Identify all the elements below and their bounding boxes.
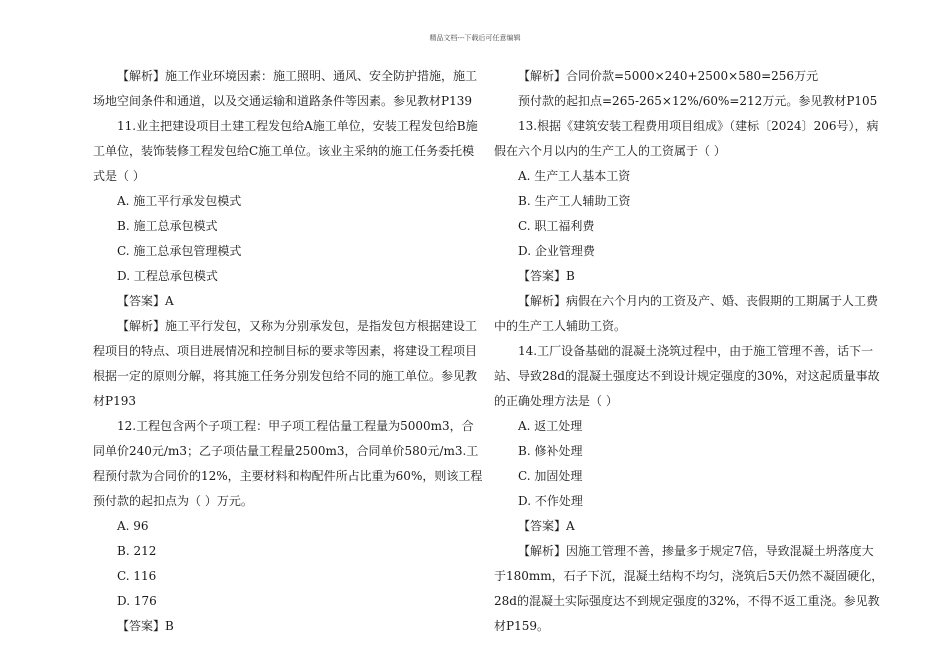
paragraph: D. 176 xyxy=(117,594,157,608)
paragraph: 13.根据《建筑安装工程费用项目组成》（建标〔2024〕206号），病假在六个月以内的生产工人的工资属于（ ） xyxy=(494,119,879,158)
paragraph: 11.业主把建设项目土建工程发包给A施工单位，安装工程发包给B施工单位，装饰装修工程发包给C施工单位。该业主采纳的施工任务委托模式是（ ） xyxy=(93,119,478,183)
paragraph: 【答案】A xyxy=(518,519,575,533)
paragraph: 预付款的起扣点=265-265×12%/60%=212万元。参见教材P105 xyxy=(518,94,878,108)
page-header: 精品文档---下载后可任意编辑 xyxy=(429,34,521,42)
paragraph: 12.工程包含两个子项工程：甲子项工程估量工程量为5000m3，合同单价240元/m3；乙子项估量工程量2500m3，合同单价580元/m3.工程预付款为合同价的12%，主要材料和构配件所占比重为60%，则该工程预付款的起扣点为（ ）万元。 xyxy=(93,419,483,508)
paragraph: 14.工厂设备基础的混凝土浇筑过程中，由于施工管理不善，话下一站、导致28d的混凝土强度达不到设计规定强度的30%，对这起质量事故的正确处理方法是（ ） xyxy=(494,344,880,408)
paragraph: 【答案】A xyxy=(117,294,174,308)
paragraph: C. 加固处理 xyxy=(518,469,583,483)
paragraph: C. 施工总承包管理模式 xyxy=(117,244,242,258)
paragraph: 【答案】B xyxy=(117,619,174,633)
paragraph: 【解析】合同价款=5000×240+2500×580=256万元 xyxy=(518,69,819,83)
paragraph: C. 116 xyxy=(117,569,157,583)
right-column xyxy=(494,64,884,639)
paragraph: D. 企业管理费 xyxy=(518,244,595,258)
paragraph: 【答案】B xyxy=(518,269,575,283)
paragraph: D. 工程总承包模式 xyxy=(117,269,218,283)
paragraph: A. 施工平行承发包模式 xyxy=(117,194,242,208)
paragraph: B. 施工总承包模式 xyxy=(117,219,218,233)
paragraph: D. 不作处理 xyxy=(518,494,583,508)
left-column xyxy=(93,64,483,639)
paragraph: A. 96 xyxy=(117,519,149,533)
paragraph: A. 生产工人基本工资 xyxy=(518,169,631,183)
paragraph: 【解析】因施工管理不善，掺量多于规定7倍，导致混凝土坍落度大于180mm，石子下沉，混凝土结构不均匀，浇筑后5天仍然不凝固硬化，28d的混凝土实际强度达不到规定强度的32%，不得不返工重浇。参见教材P159。 xyxy=(494,544,884,633)
paragraph: A. 返工处理 xyxy=(518,419,583,433)
paragraph: B. 生产工人辅助工资 xyxy=(518,194,631,208)
paragraph: B. 修补处理 xyxy=(518,444,583,458)
paragraph: 【解析】施工作业环境因素：施工照明、通风、安全防护措施，施工场地空间条件和通道，以及交通运输和道路条件等因素。参见教材P139 xyxy=(93,69,478,108)
paragraph: 【解析】病假在六个月内的工资及产、婚、丧假期的工期属于人工费中的生产工人辅助工资。 xyxy=(494,294,879,333)
paragraph: 【解析】施工平行发包，又称为分别承发包，是指发包方根据建设工程项目的特点、项目进展情况和控制目标的要求等因素，将建设工程项目根据一定的原则分解，将其施工任务分别发包给不同的施工单位。参见教材P193 xyxy=(93,319,478,408)
paragraph: C. 职工福利费 xyxy=(518,219,595,233)
paragraph: B. 212 xyxy=(117,544,157,558)
